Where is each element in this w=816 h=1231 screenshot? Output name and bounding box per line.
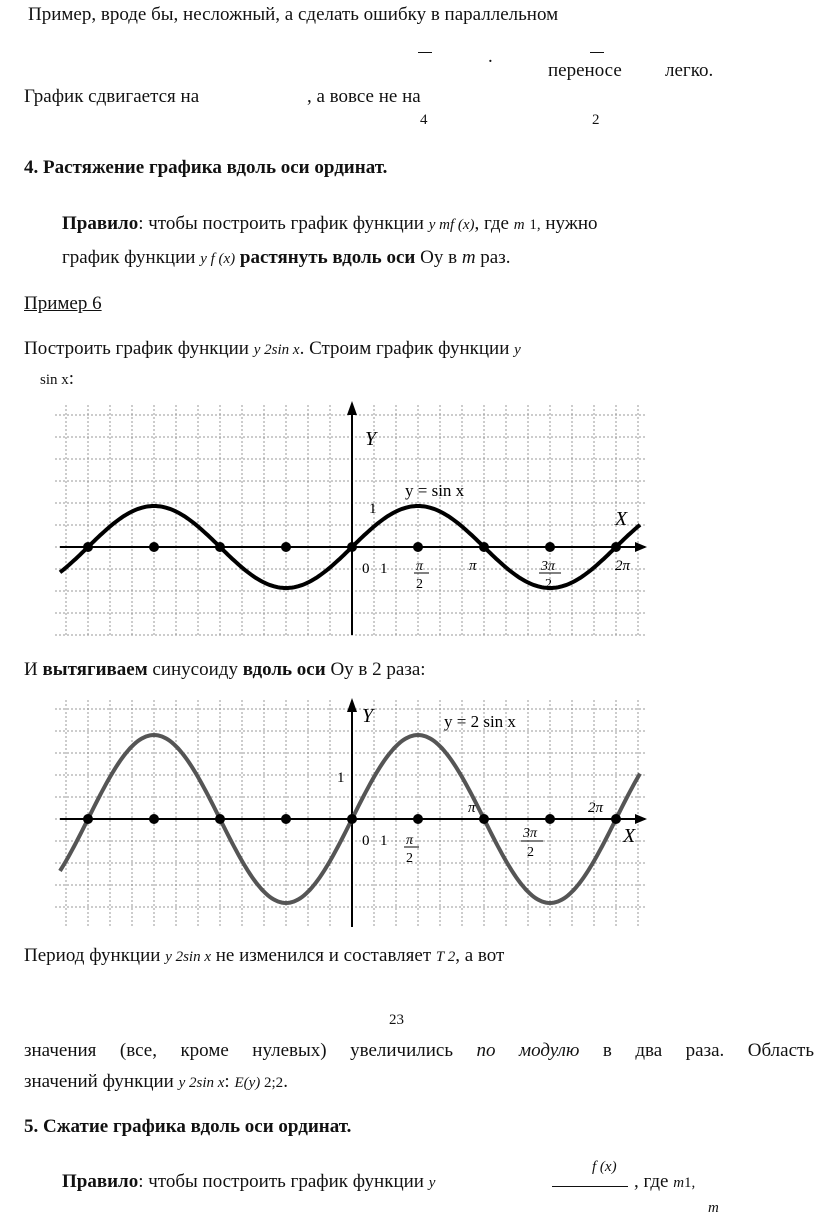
section4-rule-line2: график функции y f (x) растянуть вдоль оси Оу в m раз. (62, 247, 511, 268)
page-number: 23 (389, 1012, 404, 1028)
graph2-pi2-den: 2 (406, 851, 413, 866)
axis-point (149, 542, 159, 552)
graph2-one: 1 (380, 833, 388, 849)
stretch-line: И вытягиваем синусоиду вдоль оси Оу в 2 раза: (24, 659, 426, 680)
section5-title: 5. Сжатие графика вдоль оси ординат. (24, 1116, 352, 1137)
axis-point (347, 814, 357, 824)
graph2-y-label: Y (362, 705, 374, 727)
graph2-grid (55, 700, 645, 927)
graph1-pi2-num: π (416, 559, 424, 574)
section5-denominator: m (708, 1200, 719, 1216)
graph1-y-label: Y (365, 428, 377, 450)
axis-point (611, 542, 621, 552)
axis-point (149, 814, 159, 824)
section5-fraction-bar (552, 1186, 628, 1187)
denominator-2: 2 (592, 112, 600, 128)
axis-point (413, 814, 423, 824)
graph2-x-arrow (635, 814, 647, 824)
section4-rule-line1: Правило: чтобы построить график функции y mf (x), где m 1, нужно (62, 213, 598, 234)
graph1-3pi2-num: 3π (541, 559, 556, 574)
example6-line2: sin x: (40, 368, 75, 389)
axis-point (545, 542, 555, 552)
graph2-3pi2-num: 3π (523, 826, 538, 841)
graph2-2pi: 2π (588, 800, 604, 816)
graph2-pi2-num: π (406, 833, 414, 848)
graph1-x-label: X (615, 508, 628, 530)
graph1-origin: 0 (362, 561, 370, 577)
section5-rule: Правило: чтобы построить график функции y (62, 1171, 436, 1192)
section5-numerator: f (x) (592, 1159, 617, 1175)
graph2-3pi2-den: 2 (527, 845, 534, 860)
period-line: Период функции y 2sin x не изменился и составляет T 2, а вот (24, 945, 505, 966)
graph1-y-arrow (347, 401, 357, 415)
axis-point (215, 814, 225, 824)
graph-2sin (55, 692, 650, 932)
example6-title: Пример 6 (24, 293, 102, 314)
values-line1: значения (все, кроме нулевых) увеличились по модулю в два раза. Область (24, 1040, 814, 1061)
graph2-x-label: X (623, 825, 636, 847)
axis-point (479, 542, 489, 552)
graph1-pi: π (469, 558, 477, 574)
axis-point (83, 814, 93, 824)
graph2-pi: π (468, 800, 476, 816)
overline-1 (418, 52, 432, 53)
box-glyph-2: . (488, 46, 493, 67)
graph1-2pi: 2π (615, 558, 631, 574)
graph1-x-arrow (635, 542, 647, 552)
graph1-pi2-den: 2 (416, 577, 423, 592)
intro-line2-mid: , а вовсе не на (307, 86, 421, 107)
axis-point (347, 542, 357, 552)
axis-point (479, 814, 489, 824)
graph1-curve-label: y = sin x (405, 481, 465, 500)
graph-sin (55, 395, 650, 640)
axis-point (215, 542, 225, 552)
legko-word: легко. (665, 60, 714, 81)
graph1-grid (55, 405, 645, 635)
graph1-tick-one: 1 (369, 501, 377, 517)
axis-point (83, 542, 93, 552)
axis-point (611, 814, 621, 824)
denominator-4: 4 (420, 112, 428, 128)
graph1-one: 1 (380, 561, 388, 577)
overline-2 (590, 52, 604, 53)
section4-title: 4. Растяжение графика вдоль оси ординат. (24, 157, 388, 178)
values-line2: значений функции y 2sin x: E(y) 2;2. (24, 1071, 288, 1092)
graph2-curve-label: y = 2 sin x (444, 712, 516, 731)
axis-point (413, 542, 423, 552)
intro-line1: Пример, вроде бы, несложный, а сделать ошибку в параллельном (28, 4, 559, 25)
graph2-y-arrow (347, 698, 357, 712)
axis-point (545, 814, 555, 824)
perenose-word: переносе (548, 60, 622, 81)
section5-where: , где m1, (634, 1171, 696, 1192)
intro-line2-left: График сдвигается на (24, 86, 200, 107)
axis-point (281, 814, 291, 824)
graph2-origin: 0 (362, 833, 370, 849)
example6-line1: Построить график функции y 2sin x. Строим график функции y (24, 338, 521, 359)
graph2-tick-one: 1 (337, 770, 345, 786)
axis-point (281, 542, 291, 552)
graph1-3pi2-den: 2 (545, 577, 552, 592)
